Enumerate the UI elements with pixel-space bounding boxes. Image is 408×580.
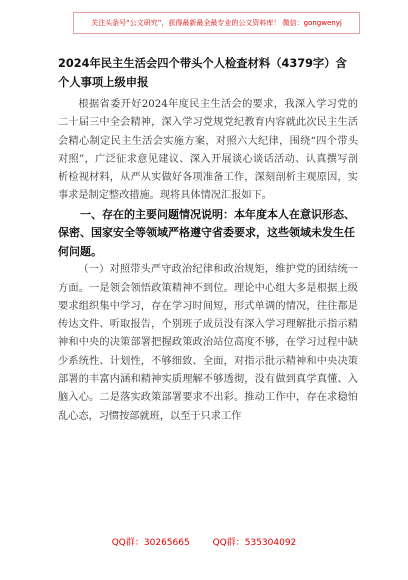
footer-qq-group-2: QQ群：535304092 <box>212 538 297 548</box>
intro-paragraph: 根据省委开好2024年度民主生活会的要求，我深入学习党的二十届三中全会精神，深入学习党规党纪教育内容就此次民主生活会精心制定民主生活会实施方案，对照六大纪律，围绕“四个带头对照”，广泛征求意见建议、深入开展谈心谈话活动、认真撰写剖析检视材料，从严从实做好各项准备工作，深刻剖析主观原因，实事求是制定整改措施。现将具体情况汇报如下。 <box>58 99 358 202</box>
subsection-paragraph: （一）对照带头严守政治纪律和政治规矩，维护党的团结统一方面。一是领会领悟政策精神不到位。理论中心组大多是根据上级要求组织集中学习，存在学习时间短，形式单调的情况，往往都是传达文件、听取报告，个别班子成员没有深入学习理解批示指示精神和中央的决策部署把握政策政治站位高度不够，在学习过程中缺少系统性、计划性，不够细致、全面，对指示批示精神和中央决策部署的丰富内涵和精神实质理解不够透彻，没有做到真学真懂、入脑入心。二是落实政策部署要求不出彩。推动工作中，存在求稳怕乱心态，习惯按部就班，以至于只求工作 <box>58 264 358 422</box>
top-banner: 关注头条号“公文研究”，获得最新最全最专业的公文资料库！ 微信：gongwenyj <box>73 12 360 34</box>
document-title: 2024年民主生活会四个带头个人检查材料（4379字）含个人事项上级申报 <box>58 57 347 89</box>
footer-qq-group-1: QQ群：30265665 <box>111 538 190 548</box>
document-body <box>58 54 358 426</box>
footer <box>0 535 408 548</box>
section-heading: 一、存在的主要问题情况说明：本年度本人在意识形态、保密、国家安全等领域严格遵守省委要求，这些领域未发生任何问题。 <box>58 207 355 258</box>
